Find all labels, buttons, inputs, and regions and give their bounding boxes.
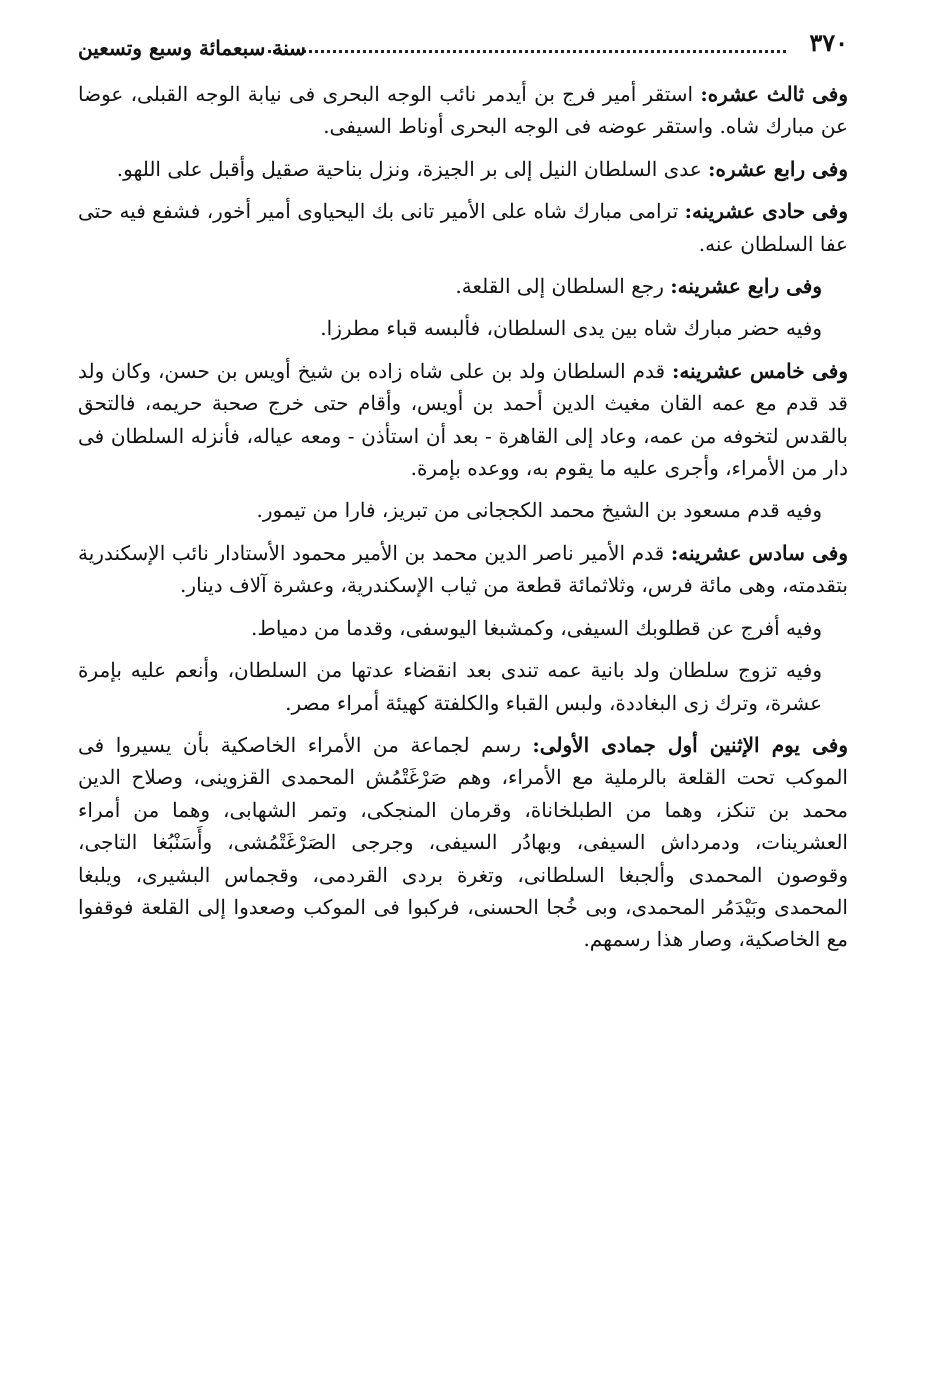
running-title: سنة سبعمائة وسبع وتسعين xyxy=(78,36,306,60)
paragraph-lead: وفى سادس عشرينه: xyxy=(670,540,848,565)
paragraph xyxy=(78,195,848,260)
paragraph xyxy=(78,355,848,485)
paragraph-text: قدم الأمير ناصر الدين محمد بن الأمير محمود الأستادار نائب الإسكندرية بتقدمته، وهى مائة فرس، وثلاثمائة قطعة من ثياب الإسكندرية، وعشرة آلاف دينار. xyxy=(78,540,848,598)
paragraph-text: رسم لجماعة من الأمراء الخاصكية بأن يسيروا فى الموكب تحت القلعة بالرملية مع الأمراء، وهم صَرْغَتْمُش المحمدى القزوينى، وصلاح الدين محمد بن تنكز، وهما من الطبلخاناة، وقرمان المنجكى، وتمر الشهابى، وهما من أمراء العشرينات، ودمرداش السيفى، وبهادُر السيفى، وجرجى الصَرْغَتْمُشى، وأَسَنْبُغا التاجى، وقوصون المحمدى وألجبغا السلطانى، وتغرة بردى القردمى، وقجماس البشيرى، ويلبغا المحمدى وبَيْدَمُر المحمدى، وبى خُجا الحسنى، فركبوا فى الموكب وصعدوا إلى القلعة فوقفوا مع الخاصكية، وصار هذا رسمهم. xyxy=(78,732,848,952)
paragraph xyxy=(78,537,848,602)
paragraph-text: وفيه أفرج عن قطلوبك السيفى، وكمشبغا اليوسفى، وقدما من دمياط. xyxy=(251,615,822,640)
paragraph-text: وفيه حضر مبارك شاه بين يدى السلطان، فألبسه قباء مطرزا. xyxy=(320,316,822,341)
paragraph-lead: وفى ثالث عشره: xyxy=(700,82,848,106)
paragraph xyxy=(78,153,848,185)
paragraph-text: رجع السلطان إلى القلعة. xyxy=(455,274,671,299)
paragraph-lead: وفى حادى عشرينه: xyxy=(684,199,848,224)
paragraph xyxy=(78,654,848,719)
paragraph-text: وفيه تزوج سلطان ولد بانية عمه تندى بعد انقضاء عدتها من السلطان، وأنعم عليه بإمرة عشرة، وترك زى البغاددة، ولبس القباء والكلفتة كهيئة أمراء مصر. xyxy=(78,658,822,715)
paragraph-text: عدى السلطان النيل إلى بر الجيزة، ونزل بناحية صقيل وأقبل على اللهو. xyxy=(116,156,709,181)
paragraph-text: قدم السلطان ولد بن على شاه زاده بن شيخ أويس بن حسن، وكان ولد قد قدم مع عمه القان مغيث الدين أحمد بن أويس، وأقام حتى خرج صحبة حريمه، فالتحق بالقدس لتخوفه من عمه، وعاد إلى القاهرة - بعد أن استأذن - ومعه عياله، فأنزله السلطان فى دار من الأمراء، وأجرى عليه ما يقوم به، ووعده بإمرة. xyxy=(78,358,848,481)
paragraph-text: وفيه قدم مسعود بن الشيخ محمد الكججانى من تبريز، فارا من تيمور. xyxy=(256,498,822,523)
paragraph xyxy=(78,729,848,956)
paragraph xyxy=(78,494,848,526)
paragraph xyxy=(78,312,848,344)
paragraph-text: ترامى مبارك شاه على الأمير تانى بك اليحياوى أمير أخور، فشفع فيه حتى عفا السلطان عنه. xyxy=(78,199,848,256)
paragraph xyxy=(78,78,848,143)
paragraph xyxy=(78,270,848,302)
page-header xyxy=(78,28,848,68)
header-dot-leader xyxy=(268,50,786,53)
page-body xyxy=(78,78,848,966)
paragraph-text: استقر أمير فرج بن أيدمر نائب الوجه البحرى فى نيابة الوجه القبلى، عوضا عن مبارك شاه. واستقر عوضه فى الوجه البحرى أوناط السيفى. xyxy=(78,82,848,139)
paragraph xyxy=(78,612,848,644)
paragraph-lead: وفى رابع عشره: xyxy=(708,156,848,181)
paragraph-lead: وفى خامس عشرينه: xyxy=(671,358,849,383)
paragraph-lead: وفى رابع عشرينه: xyxy=(670,274,822,299)
paragraph-lead: وفى يوم الإثنين أول جمادى الأولى: xyxy=(532,732,848,757)
page-number: ٣٧٠ xyxy=(809,28,848,57)
